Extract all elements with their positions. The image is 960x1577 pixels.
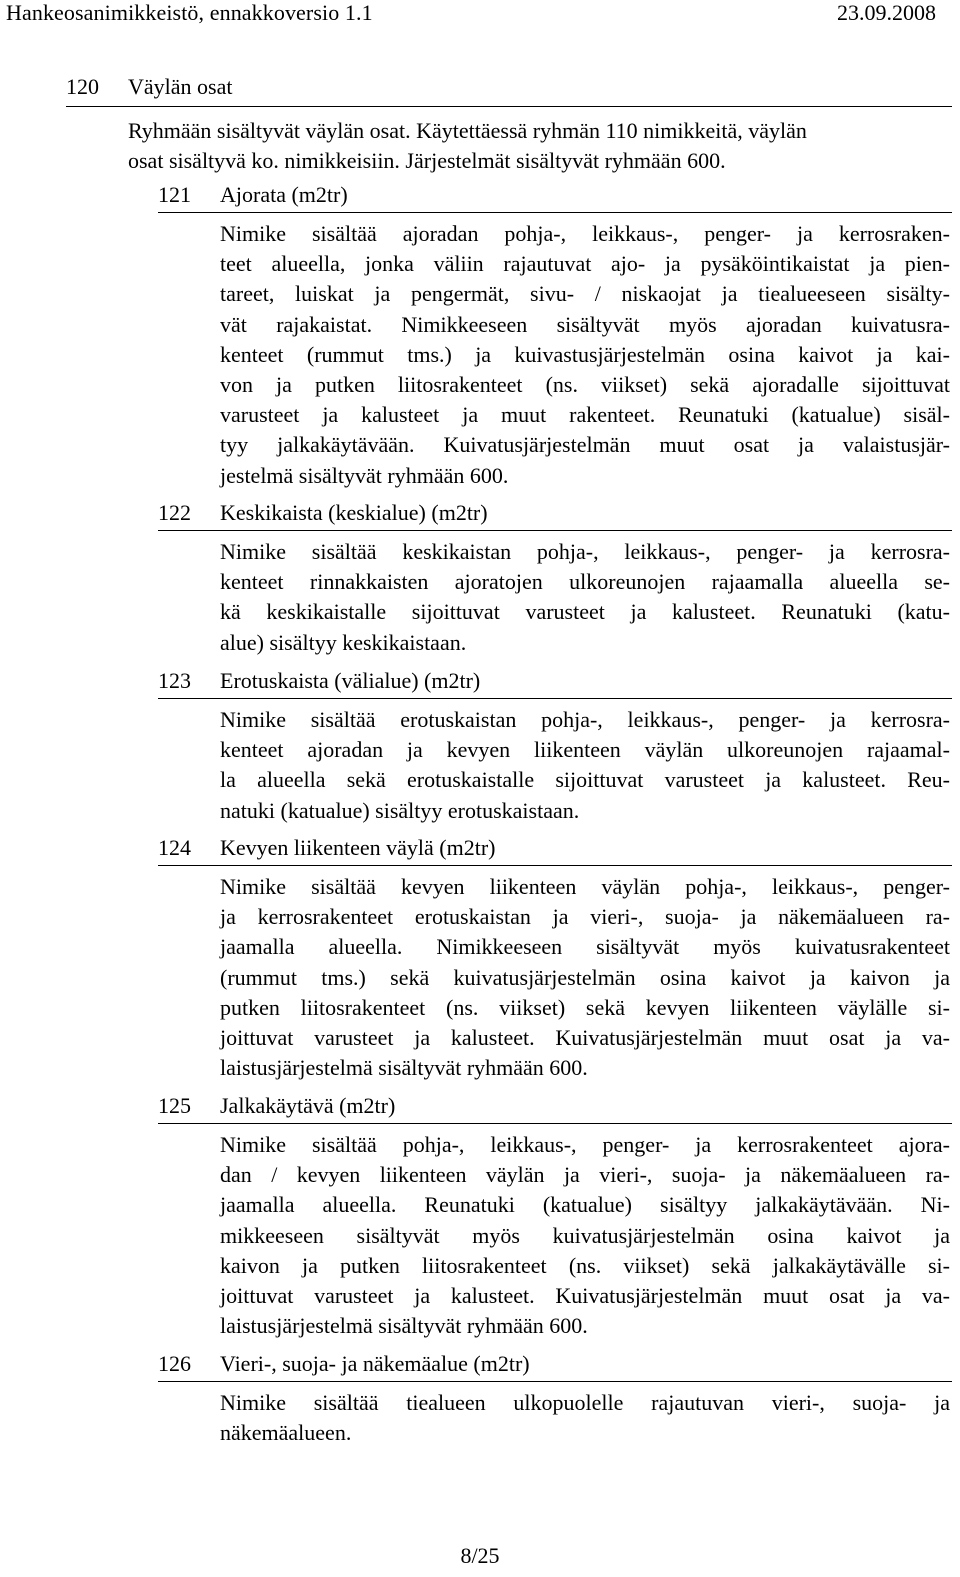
- item-title: Keskikaista (keskialue) (m2tr): [220, 500, 488, 525]
- section-intro: [128, 116, 952, 176]
- item-heading: [158, 498, 952, 531]
- text-line: Nimike sisältää pohja-, leikkaus-, penger- ja kerrosrakenteet ajora-: [220, 1132, 950, 1157]
- item-number: 122: [158, 500, 191, 525]
- text-line: laistusjärjestelmä sisältyvät ryhmään 600.: [220, 1055, 588, 1081]
- text-line: dan / kevyen liikenteen väylän ja vieri-, suoja- ja näkemäalueen ra-: [220, 1162, 950, 1188]
- text-line: ja kerrosrakenteet erotuskaistan ja vieri-, suoja- ja näkemäalueen ra-: [220, 904, 950, 930]
- item-title: Vieri-, suoja- ja näkemäalue (m2tr): [220, 1351, 530, 1376]
- text-line: kaivon ja putken liitosrakenteet (ns. viikset) sekä jalkakäytävälle si-: [220, 1252, 950, 1278]
- text-line: tyy jalkakäytävään. Kuivatusjärjestelmän muut osat ja valaistusjär-: [220, 432, 950, 458]
- item-title: Erotuskaista (välialue) (m2tr): [220, 668, 481, 693]
- text-line: la alueella sekä erotuskaistalle sijoittuvat varusteet ja kalusteet. Reu-: [220, 767, 950, 793]
- text-line: näkemäalueen.: [220, 1420, 352, 1446]
- text-line: kenteet rinnakkaisten ajoratojen ulkoreunojen rajaamalla alueella se-: [220, 569, 950, 595]
- text-line: Nimike sisältää keskikaistan pohja-, leikkaus-, penger- ja kerrosra-: [220, 539, 950, 564]
- item-heading: [158, 833, 952, 866]
- text-line: vät rajakaistat. Nimikkeeseen sisältyvät myös ajoradan kuivatusra-: [220, 311, 950, 337]
- text-line: kenteet (rummut tms.) ja kuivastusjärjestelmän osina kaivot ja kai-: [220, 341, 950, 367]
- text-line: kenteet ajoradan ja kevyen liikenteen väylän ulkoreunojen rajaamal-: [220, 737, 950, 763]
- text-line: (rummut tms.) sekä kuivatusjärjestelmän osina kaivot ja kaivon ja: [220, 964, 950, 990]
- item-123: [158, 666, 952, 826]
- text-line: tareet, luiskat ja pengermät, sivu- / niskaojat ja tiealueeseen sisälty-: [220, 281, 950, 307]
- text-line: Nimike sisältää kevyen liikenteen väylän pohja-, leikkaus-, penger-: [220, 874, 950, 899]
- document-date: 23.09.2008: [837, 0, 936, 25]
- item-heading: [158, 1091, 952, 1124]
- item-number: 124: [158, 835, 191, 860]
- item-description: [220, 1388, 950, 1448]
- item-description: [220, 537, 950, 658]
- item-description: [220, 705, 950, 826]
- text-line: laistusjärjestelmä sisältyvät ryhmään 600.: [220, 1313, 588, 1339]
- item-number: 126: [158, 1351, 191, 1376]
- item-124: [158, 833, 952, 1083]
- intro-line: Ryhmään sisältyvät väylän osat. Käytettäessä ryhmän 110 nimikkeitä, väylän: [128, 118, 807, 143]
- text-line: Nimike sisältää erotuskaistan pohja-, leikkaus-, penger- ja kerrosra-: [220, 707, 950, 732]
- item-125: [158, 1091, 952, 1341]
- section-number: 120: [66, 74, 99, 99]
- intro-line: osat sisältyvä ko. nimikkeisiin. Järjestelmät sisältyvät ryhmään 600.: [128, 148, 726, 173]
- item-title: Kevyen liikenteen väylä (m2tr): [220, 835, 496, 860]
- text-line: joittuvat varusteet ja kalusteet. Kuivatusjärjestelmän muut osat ja va-: [220, 1025, 950, 1051]
- item-description: [220, 1130, 950, 1341]
- item-number: 123: [158, 668, 191, 693]
- text-line: natuki (katualue) sisältyy erotuskaistaan.: [220, 797, 580, 823]
- item-121: [158, 180, 952, 491]
- document-title: Hankeosanimikkeistö, ennakkoversio 1.1: [6, 0, 373, 25]
- item-number: 121: [158, 182, 191, 207]
- item-description: [220, 219, 950, 491]
- text-line: jestelmä sisältyvät ryhmään 600.: [220, 462, 509, 488]
- item-title: Ajorata (m2tr): [220, 182, 348, 207]
- page-header: [0, 0, 960, 30]
- text-line: teet alueella, jonka väliin rajautuvat ajo- ja pysäköintikaistat ja pien-: [220, 251, 950, 277]
- text-line: putken liitosrakenteet (ns. viikset) sekä kevyen liikenteen väylälle si-: [220, 994, 950, 1020]
- item-heading: [158, 180, 952, 213]
- text-line: Nimike sisältää ajoradan pohja-, leikkaus-, penger- ja kerrosraken-: [220, 221, 950, 246]
- text-line: kä keskikaistalle sijoittuvat varusteet ja kalusteet. Reunatuki (katu-: [220, 599, 950, 625]
- text-line: jaamalla alueella. Reunatuki (katualue) sisältyy jalkakäytävään. Ni-: [220, 1192, 950, 1218]
- section-heading: [66, 74, 952, 107]
- text-line: joittuvat varusteet ja kalusteet. Kuivatusjärjestelmän muut osat ja va-: [220, 1283, 950, 1309]
- text-line: mikkeeseen sisältyvät myös kuivatusjärjestelmän osina kaivot ja: [220, 1222, 950, 1248]
- text-line: varusteet ja kalusteet ja muut rakenteet. Reunatuki (katualue) sisäl-: [220, 402, 950, 428]
- section-title: Väylän osat: [128, 74, 233, 99]
- text-line: Nimike sisältää tiealueen ulkopuolelle rajautuvan vieri-, suoja- ja: [220, 1390, 950, 1415]
- page-number: 8/25: [460, 1543, 500, 1568]
- item-title: Jalkakäytävä (m2tr): [220, 1093, 396, 1118]
- text-line: von ja putken liitosrakenteet (ns. viikset) sekä ajoradalle sijoittuvat: [220, 372, 950, 398]
- text-line: jaamalla alueella. Nimikkeeseen sisältyvät myös kuivatusrakenteet: [220, 934, 950, 960]
- item-126: [158, 1349, 952, 1448]
- item-122: [158, 498, 952, 658]
- item-description: [220, 872, 950, 1083]
- item-heading: [158, 1349, 952, 1382]
- text-line: alue) sisältyy keskikaistaan.: [220, 629, 467, 655]
- item-heading: [158, 666, 952, 699]
- item-number: 125: [158, 1093, 191, 1118]
